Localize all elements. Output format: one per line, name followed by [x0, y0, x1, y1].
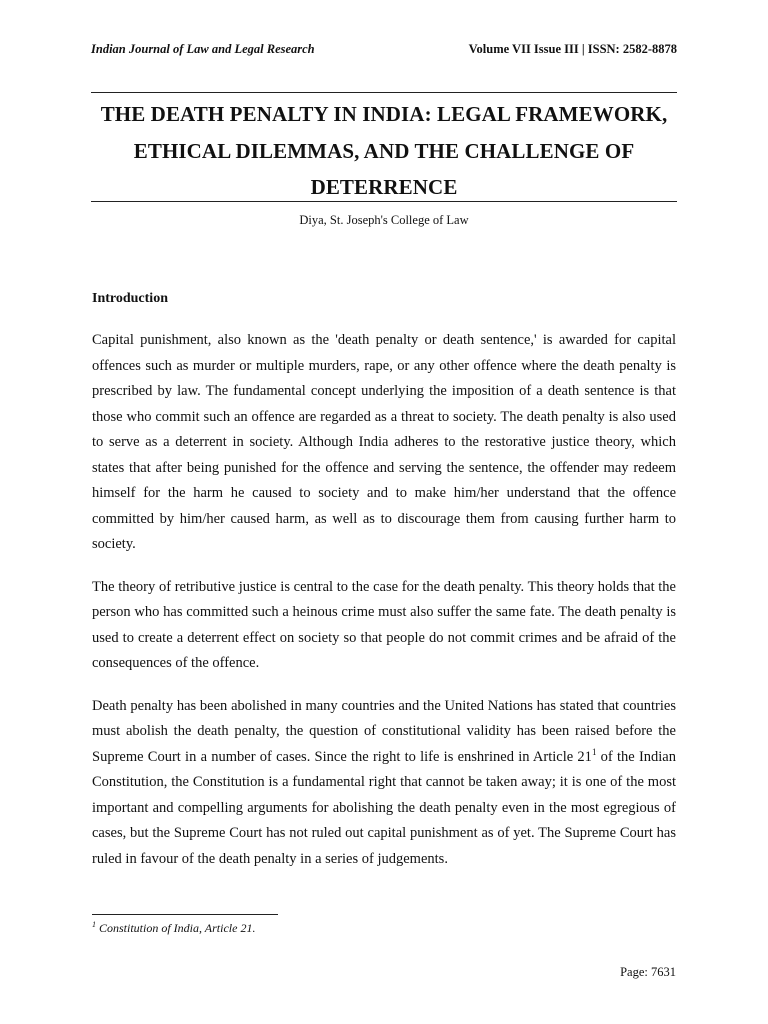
article-title: THE DEATH PENALTY IN INDIA: LEGAL FRAMEWORK, ETHICAL DILEMMAS, AND THE CHALLENGE OF DETERRENCE: [100, 102, 668, 199]
paragraph-3-text-end: of the Indian Constitution, the Constitution is a fundamental right that cannot be taken away; it is one of the most important and compelling arguments for abolishing the death penalty even in the most egregious of cases, but the Supreme Court has not ruled out capital punishment as of yet. The Supreme Court has ruled in favour of the death penalty in a series of judgements.: [92, 748, 676, 867]
paragraph-2: The theory of retributive justice is central to the case for the death penalty. This theory holds that the person who has committed such a heinous crime must also suffer the same fate. The death penalty is used to create a deterrent effect on society so that people do not commit crimes and be afraid of the consequences of the offence.: [92, 578, 676, 671]
title-bottom-rule: [91, 201, 677, 202]
footnote-reference[interactable]: 1: [591, 746, 597, 757]
paragraph-1: Capital punishment, also known as the 'death penalty or death sentence,' is awarded for capital offences such as murder or multiple murders, rape, or any other offence where the death penalty is prescribed by law. The fundamental concept underlying the imposition of a death sentence is that those who commit such an offence are regarded as a threat to society. The death penalty is also used to serve as a deterrent in society. Although India adheres to the restorative justice theory, which states that after being punished for the offence and serving the sentence, the offender may redeem himself for the harm he caused to society and to make him/her understand that the offence committed by him/her caused harm, as well as to discourage them from causing further harm to society.: [92, 332, 676, 552]
journal-name: Indian Journal of Law and Legal Research: [91, 42, 315, 56]
article-body: [92, 289, 676, 889]
footnote: [92, 921, 255, 936]
page-number: [620, 965, 676, 980]
author-affiliation: Diya, St. Joseph's College of Law: [299, 213, 469, 227]
page-number-value: 7631: [651, 965, 676, 979]
volume-issn: Volume VII Issue III | ISSN: 2582-8878: [468, 42, 677, 56]
paragraph-3-text-start: Death penalty has been abolished in many countries and the United Nations has stated that countries must abolish the death penalty, the question of constitutional validity has been raised before the Supreme Court in a number of cases. Since the right to life is enshrined in Article 21: [92, 697, 676, 765]
paragraph-3: [92, 694, 676, 873]
page-label: Page:: [620, 965, 651, 979]
running-header: [91, 42, 677, 57]
footnote-text: Constitution of India, Article 21.: [96, 921, 256, 935]
footnote-separator: [92, 914, 278, 915]
section-heading: Introduction: [92, 291, 168, 306]
title-top-rule: [91, 92, 677, 93]
footnote-number: 1: [92, 920, 96, 929]
